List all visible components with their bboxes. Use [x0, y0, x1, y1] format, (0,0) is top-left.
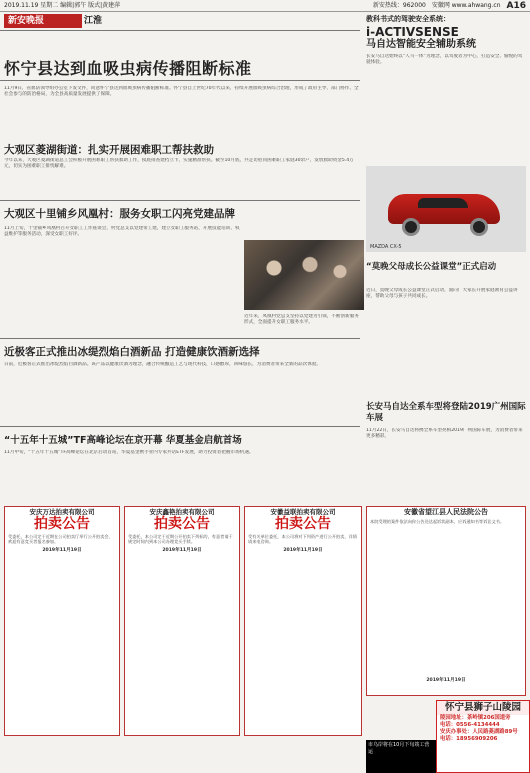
lead-paragraph: 11月9日，省血防领导组办公室下发文件，同意怀宁县达到血吸虫病传播阻断标准。怀宁县自上世纪70年代以来，持续开展血吸虫病综合治理，形成了政府主导、部门协作、全社会参与的防治格局，为全县高质量发展提供了保障。	[4, 86, 359, 97]
topbar-right	[373, 0, 526, 11]
cemetery-title: 怀宁县狮子山陵园	[437, 701, 529, 715]
ad-date: 2019年11月19日	[283, 547, 323, 553]
divider	[0, 30, 360, 31]
story1-body: 今年以来，大观区菱湖街道总工会积极开展困难职工帮扶救助工作，摸底排查建档立卡，实施精准帮扶。截至10月底，共走访慰问困难职工家庭30余户，发放救助资金5.4万元，切实为困难职工排忧解难。	[4, 158, 354, 169]
story2-body-2: 近年来，凤凰村党总支坚持以党建为引领，不断创新服务形式，全面提升女职工服务水平。	[244, 314, 359, 325]
site-name[interactable]: 安徽网 www.ahwang.cn	[431, 1, 501, 9]
auction-ad-3[interactable]	[244, 506, 362, 736]
page-number: A16	[506, 0, 526, 11]
top-header-bar	[0, 0, 530, 12]
story4-headline[interactable]: “十五年十五城”TF高峰论坛在京开幕 华夏基金启航首场	[4, 435, 242, 446]
ad-body: 受委托，本公司定于近期公开拍卖下列标的，有意者请于规定时间内到本公司办理竞买手续。	[128, 534, 233, 545]
story2-body: 11月上旬，十里铺乡凤凰村召开女职工工作座谈会，村党总支以党建带工建，建立女职工服务站，开展技能培训、权益维护等服务活动，深受女职工好评。	[4, 226, 240, 237]
right-title[interactable]: 马自达智能安全辅助系统	[366, 39, 476, 50]
ad-title: 拍卖公告	[154, 516, 210, 532]
newspaper-masthead: 新安晚报	[4, 14, 82, 28]
ad-body: 受委托，本公司定于近期在公司拍卖厅举行公开拍卖会，欢迎有意竞买者报名参加。	[8, 534, 113, 545]
autoshow-body: 11月22日，长安马自达将携全系车型亮相2019广州国际车展，为消费者带来更多精彩。	[366, 428, 523, 439]
auction-ad-1[interactable]	[4, 506, 120, 736]
court-notice[interactable]	[366, 506, 526, 696]
ad-title: 拍卖公告	[275, 516, 331, 532]
right-intro: 教科书式的驾驶安全系统：	[366, 15, 450, 23]
divider	[0, 80, 360, 81]
date-line: 2019.11.19 星期二 编辑|郭午 版式|黄建萍	[4, 2, 121, 9]
subhead-parenting[interactable]: “莫晚父母成长公益课堂”正式启动	[366, 262, 497, 272]
ad-body: 受有关单位委托，本公司将对下列资产进行公开拍卖，详情请来电咨询。	[248, 534, 357, 545]
story3-body: 日前，近极客正式推出冰缇烈焰白酒新品。该产品以健康饮酒为理念，融合传统酿造工艺与现代科技，口感醇厚，回味悠长，为消费者带来全新的品饮体验。	[4, 362, 321, 367]
divider	[0, 200, 360, 201]
story4-body: 11月中旬，“十五年十五城”TF高峰论坛在北京启动首站，华夏基金携手业内专家共话ETF发展，助力投资者把握市场机遇。	[4, 450, 254, 455]
notice-date: 2019年11月19日	[426, 678, 466, 683]
notice-body: 本院受理的案件依法向你公告送达起诉状副本、应诉通知书等诉讼文书。	[370, 519, 505, 524]
ad-company: 安徽益联拍卖有限公司	[270, 508, 336, 516]
story2-headline[interactable]: 大观区十里铺乡风凰村：服务女职工闪亮党建品牌	[4, 208, 235, 220]
main-headline[interactable]: 怀宁县达到血吸虫病传播阻断标准	[4, 59, 252, 78]
divider	[0, 338, 360, 339]
section-name: 江淮	[84, 16, 103, 26]
cemetery-ad[interactable]	[436, 700, 530, 773]
cemetery-phone-2: 电话：18956909206	[440, 736, 498, 742]
news-photo	[244, 240, 364, 310]
right-column	[366, 14, 526, 134]
right-title-brand[interactable]: i-ACTIVSENSE	[366, 25, 459, 39]
ad-company: 安庆万达拍卖有限公司	[29, 508, 95, 516]
ad-title: 拍卖公告	[34, 516, 90, 532]
black-strip-ad[interactable]: 市乌岸将在10月下旬竣工营运	[366, 740, 436, 773]
notice-title: 安徽省望江县人民法院公告	[404, 508, 488, 516]
car-photo	[366, 166, 526, 252]
right-body: 长安马自达始终以“人马一体”为理念，以驾驶者为中心，打造安全、愉悦的驾驶体验。	[366, 54, 523, 65]
ad-date: 2019年11月19日	[42, 547, 82, 553]
ad-date: 2019年11月19日	[162, 547, 202, 553]
cemetery-office: 安庆办事处：人民路菱湖路89号	[440, 729, 518, 735]
story3-headline[interactable]: 近极客正式推出冰缇烈焰白酒新品 打造健康饮酒新选择	[4, 346, 260, 358]
cemetery-address: 陵园地址：茶岭镇206国道旁	[440, 715, 511, 721]
ad-company: 安庆鑫艳拍卖有限公司	[149, 508, 215, 516]
car-caption: MAZDA CX-5	[370, 244, 402, 250]
story1-headline[interactable]: 大观区菱湖街道：扎实开展困难职工帮扶救助	[4, 144, 214, 156]
hotline: 新安热线：962000	[372, 1, 426, 9]
auction-ad-2[interactable]	[124, 506, 240, 736]
cemetery-phone: 电话：0556-4134444	[440, 722, 500, 728]
parenting-body: 近日，莫晚父母成长公益课堂正式启动，面向广大家长开展家庭教育公益讲座，帮助父母与孩子共同成长。	[366, 288, 518, 299]
divider	[0, 426, 360, 427]
subhead-autoshow[interactable]: 长安马自达全系车型将登陆2019广州国际车展	[366, 402, 526, 423]
